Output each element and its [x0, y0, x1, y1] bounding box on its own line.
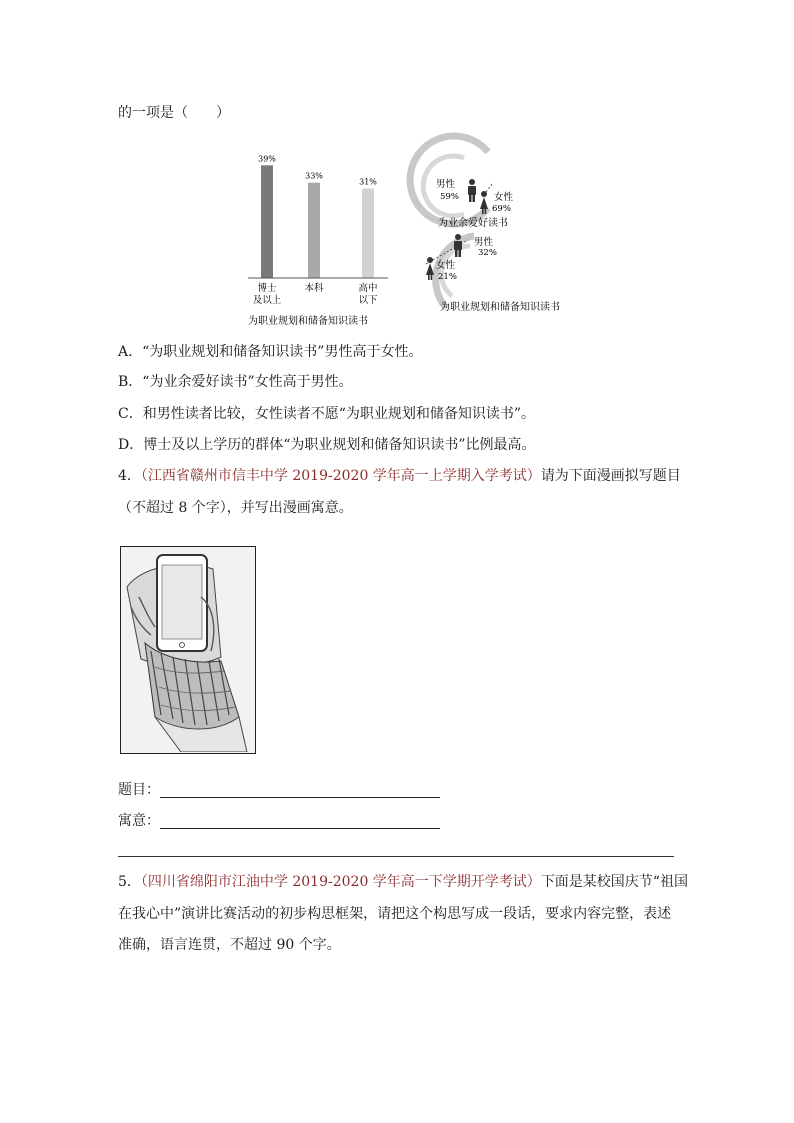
career-male-label: 男性	[474, 237, 494, 248]
option-c-text: 和男性读者比较，女性读者不愿“为职业规划和储备知识读书”。	[142, 406, 536, 422]
hand-phone-illustration	[121, 547, 254, 752]
q4-meaning-label: 寓意：	[118, 813, 160, 829]
q5-text-1: 下面是某校国庆节“祖国	[540, 874, 688, 890]
bar-2	[308, 183, 320, 278]
male-person-icon	[454, 234, 462, 257]
bar-chart-title: 为职业规划和储备知识读书	[248, 316, 368, 327]
male-person-icon	[468, 179, 476, 202]
q4-line-1	[118, 466, 681, 486]
bar-value-label-1: 39%	[258, 154, 276, 164]
leisure-female-value: 69%	[492, 204, 511, 214]
q4-meaning-answer-blank[interactable]	[160, 812, 440, 829]
option-a-text: “为职业规划和储备知识读书”男性高于女性。	[142, 344, 423, 360]
leisure-female-label: 女性	[494, 192, 514, 203]
leisure-male-label: 男性	[436, 179, 456, 190]
bar-value-label-2: 33%	[305, 171, 323, 181]
option-b	[118, 372, 353, 392]
bar-3	[362, 188, 374, 278]
option-b-text: “为业余爱好读书”女性高于男性。	[142, 374, 353, 390]
career-female-label: 女性	[436, 260, 456, 271]
q5-line-3: 准确，语言连贯，不超过 90 个字。	[118, 937, 341, 953]
option-c-letter: C．	[118, 406, 143, 422]
q5-line-1	[118, 872, 688, 892]
q4-text-1: 请为下面漫画拟写题目	[540, 468, 681, 484]
option-d-text: 博士及以上学历的群体“为职业规划和储备知识读书”比例最高。	[143, 437, 536, 453]
bar-category-label-3: 以下	[358, 295, 378, 306]
answer-divider-line	[118, 856, 674, 857]
q4-meaning-line	[118, 811, 440, 831]
option-d	[118, 435, 536, 455]
bar-1	[261, 165, 273, 278]
q5-line-2: 在我心中”演讲比赛活动的初步构思框架，请把这个构思写成一段话，要求内容完整，表述	[118, 906, 672, 922]
q4-source: （江西省赣州市信丰中学 2019-2020 学年高一上学期入学考试）	[140, 468, 541, 484]
career-ring-title: 为职业规划和储备知识读书	[440, 302, 560, 313]
q4-number: 4．	[118, 468, 141, 484]
q4-title-answer-blank[interactable]	[160, 781, 440, 798]
survey-chart-svg	[240, 128, 590, 328]
bar-category-label-1: 博士	[257, 283, 277, 294]
q5-number: 5．	[118, 874, 141, 890]
option-a-letter: A．	[118, 344, 143, 360]
leisure-male-value: 59%	[440, 192, 459, 202]
q4-line-2: （不超过 8 个字），并写出漫画寓意。	[118, 500, 353, 516]
option-c	[118, 404, 535, 424]
option-d-letter: D．	[118, 437, 144, 453]
bar-category-label-2: 本科	[304, 283, 324, 294]
question-stem-tail: 的一项是（ ）	[118, 105, 230, 121]
bar-category-label-3: 高中	[358, 283, 378, 294]
q4-title-line	[118, 780, 440, 800]
leisure-ring-title: 为业余爱好读书	[438, 218, 508, 229]
option-a	[118, 342, 422, 362]
reading-survey-figure	[240, 128, 590, 328]
career-female-value: 21%	[438, 272, 457, 282]
q4-title-label: 题目：	[118, 782, 160, 798]
q5-source: （四川省绵阳市江油中学 2019-2020 学年高一下学期开学考试）	[140, 874, 541, 890]
bar-chart	[253, 154, 378, 306]
bar-category-label-1: 及以上	[252, 295, 282, 306]
career-male-value: 32%	[478, 248, 497, 258]
cartoon-image	[120, 546, 256, 754]
option-b-letter: B．	[118, 374, 143, 390]
bar-value-label-3: 31%	[359, 177, 377, 187]
